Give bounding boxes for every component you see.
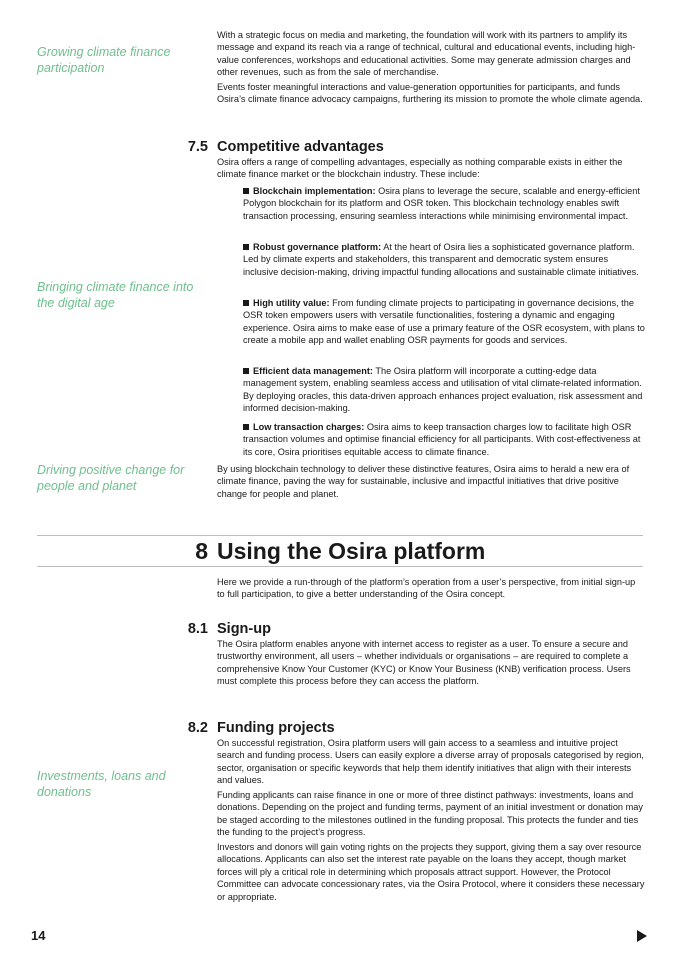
section-7-5-intro: Osira offers a range of compelling advantages, especially as nothing comparable exists in either the climate finance market or the blockchain industry. These include: xyxy=(217,157,623,180)
bullet-text: The Osira platform will incorporate a cutting-edge data management system, enabling seamless access and utilisation of vital climate-related information. By deploying oracles, this data-driven approach enhances project evaluation, risk assessment and informed decision-making. xyxy=(243,366,643,414)
bullet-data-management xyxy=(243,365,645,415)
section-7-5-number: 7.5 xyxy=(187,139,208,155)
bullet-text: Osira aims to keep transaction charges low to facilitate high OSR transaction volumes and optimise financial efficiency for all participants. With cost-effectiveness at its core, Osira prioritises equitable access to climate finance. xyxy=(243,422,641,457)
section-7-5-title: Competitive advantages xyxy=(217,139,384,155)
bullet-square-icon xyxy=(243,244,249,250)
divider-bottom xyxy=(37,566,643,567)
section-7-5-closing: By using blockchain technology to deliver these distinctive features, Osira aims to herald a new era of climate finance, paving the way for sustainable, inclusive and impactful initiatives that drive positive change for people and planet. xyxy=(217,464,630,499)
bullet-governance xyxy=(243,241,645,278)
section-8-2-paragraph-2: Funding applicants can raise finance in one or more of three distinct pathways: investments, loans and donations. Depending on the project and funding terms, payment of an initial investment or donation may be staged according to the milestones outlined in the funding proposal. This protects the funder and ties the funding to the project’s progress. xyxy=(217,790,643,838)
section-8-1-text: The Osira platform enables anyone with internet access to register as a user. To ensure a secure and trustworthy environment, all users – whether individuals or organisations – are required to complete a comprehensive Know Your Customer (KYC) or Know Your Business (KNB) verification process. Users must complete this process before they can access the platform. xyxy=(217,639,631,687)
bullet-label: Efficient data management: xyxy=(253,366,373,376)
sidenote-growing-finance: Growing climate finance participation xyxy=(37,45,171,75)
bullet-square-icon xyxy=(243,368,249,374)
bullet-square-icon xyxy=(243,188,249,194)
intro-paragraph-1: With a strategic focus on media and marketing, the foundation will work with its partners to amplify its message and expand its reach via a range of technical, cultural and educational events, including high-value conferences, workshops and educational activities. Some may generate admission charges and other revenues, such as from the sale of merchandise. xyxy=(217,30,636,78)
sidenote-investments: Investments, loans and donations xyxy=(37,769,166,799)
section-8-1-title: Sign-up xyxy=(217,621,271,637)
bullet-square-icon xyxy=(243,424,249,430)
bullet-text: From funding climate projects to participating in governance decisions, the OSR token empowers users with versatile functionalities, fostering a dynamic and engaging experience. Osira aims to make ease of use a primary feature of the OSR ecosystem, with plans to create a mobile app and wallet enabling OSR payments for goods and services. xyxy=(243,298,645,346)
bullet-transaction-charges xyxy=(243,421,645,458)
bullet-square-icon xyxy=(243,300,249,306)
section-8-2-paragraph-3: Investors and donors will gain voting rights on the projects they support, giving them a say over resource allocations. Applicants can also set the interest rate payable on the loans they accept, though market forces will ply a critical role in determining which proposals attract support. However, the Protocol Committee can advocate concessionary rates, via the Osira Protocol, where it considers these necessary or appropriate. xyxy=(217,842,645,902)
sidenote-digital-age: Bringing climate finance into the digital age xyxy=(37,280,194,310)
divider-top xyxy=(37,535,643,536)
next-page-arrow-icon[interactable] xyxy=(637,930,647,942)
bullet-text: Osira plans to leverage the secure, scalable and energy-efficient Polygon blockchain for its platform and OSR token. This blockchain technology enables swift transaction processing, ensuring seamless interactions while minimising environmental impact. xyxy=(243,186,640,221)
bullet-label: Blockchain implementation: xyxy=(253,186,376,196)
section-8-1-number: 8.1 xyxy=(187,621,208,637)
section-8-2-number: 8.2 xyxy=(187,720,208,736)
chapter-8-title: Using the Osira platform xyxy=(217,538,486,564)
bullet-utility xyxy=(243,297,645,347)
bullet-blockchain xyxy=(243,185,645,222)
bullet-label: High utility value: xyxy=(253,298,330,308)
section-8-2-paragraph-1: On successful registration, Osira platform users will gain access to a seamless and intuitive project search and funding process. Users can easily explore a diverse array of proposals categorised by region, sector, organisation or specific keywords that help them identify initiatives that align with their interests and values. xyxy=(217,738,644,786)
section-8-2-title: Funding projects xyxy=(217,720,335,736)
page-number: 14 xyxy=(31,928,46,943)
intro-paragraph-2: Events foster meaningful interactions and value-generation opportunities for participants, and funds Osira’s climate finance advocacy campaigns, furthering its mission to promote the whole climate agenda. xyxy=(217,82,643,105)
chapter-8-number: 8 xyxy=(195,538,208,564)
bullet-label: Robust governance platform: xyxy=(253,242,382,252)
bullet-label: Low transaction charges: xyxy=(253,422,365,432)
chapter-8-intro: Here we provide a run-through of the platform’s operation from a user’s perspective, from initial sign-up to full participation, to give a better understanding of the Osira concept. xyxy=(217,577,636,600)
sidenote-positive-change: Driving positive change for people and planet xyxy=(37,463,185,493)
bullet-text: At the heart of Osira lies a sophisticated governance platform. Led by climate experts and stakeholders, this transparent and democratic system ensures inclusive decision-making, driving impactful funding allocations and sustainable climate initiatives. xyxy=(243,242,639,277)
